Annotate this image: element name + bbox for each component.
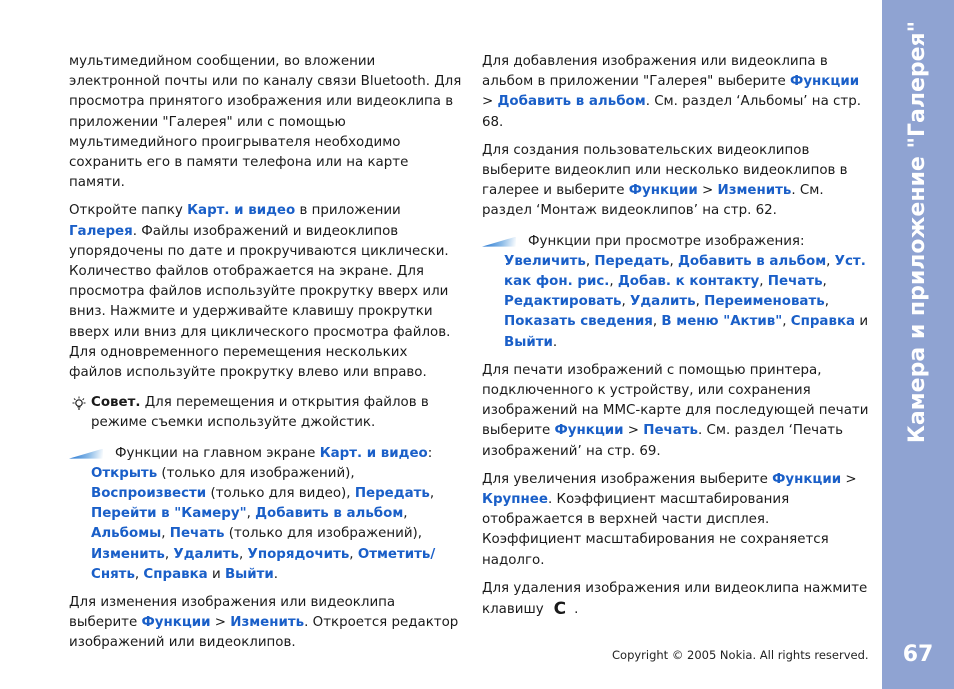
menu-link[interactable]: Добав. к контакту bbox=[617, 274, 760, 290]
chapter-title bbox=[882, 0, 954, 620]
menu-link[interactable]: Переименовать bbox=[704, 294, 825, 310]
menu-link[interactable]: Добавить в альбом bbox=[497, 94, 646, 110]
tip-label: Совет. bbox=[91, 395, 141, 411]
menu-link[interactable]: Передать bbox=[354, 486, 430, 502]
menu-link[interactable]: Функции bbox=[628, 183, 698, 199]
menu-link[interactable]: Изменить bbox=[91, 546, 165, 562]
paragraph: Для увеличения изображения выберите Функции > Крупнее. Коэффициент масштабирования отображается в верхней части дисплея. Коэффициент масштабирования не сохраняется надолго. bbox=[482, 471, 857, 568]
page-number: 67 bbox=[902, 642, 934, 667]
menu-link[interactable]: Перейти в "Камеру" bbox=[91, 506, 247, 522]
paragraph: Для создания пользовательских видеоклипов выберите видеоклип или несколько видеоклипов в галерее и выберите Функции > Изменить. См. раздел ‘Монтаж видеоклипов’ на стр. 62. bbox=[482, 142, 848, 219]
menu-link[interactable]: Упорядочить bbox=[247, 546, 350, 562]
tip-text: Для перемещения и открытия файлов в режиме съемки используйте джойстик. bbox=[91, 395, 429, 431]
menu-link[interactable]: Уст. как фон. рис. bbox=[504, 253, 866, 290]
menu-link[interactable]: Справка bbox=[143, 566, 208, 582]
menu-link[interactable]: Справка bbox=[790, 314, 856, 330]
copyright-footer: Copyright © 2005 Nokia. All rights reserved. bbox=[612, 648, 869, 662]
menu-link[interactable]: Альбомы bbox=[91, 526, 162, 542]
left-column bbox=[69, 52, 464, 662]
menu-link[interactable]: Изменить bbox=[230, 615, 305, 631]
menu-link[interactable]: Удалить bbox=[630, 294, 696, 310]
paragraph: Для изменения изображения или видеоклипа выберите Функции > Изменить. Откроется редактор изображений или видеоклипов. bbox=[69, 595, 459, 651]
menu-link[interactable]: Печать bbox=[767, 274, 823, 290]
paragraph: Для удаления изображения или видеоклипа нажмите клавишу C . bbox=[482, 580, 868, 620]
paragraph: Для добавления изображения или видеоклипа в альбом в приложении "Галерея" выберите Функции > Добавить в альбом. См. раздел ‘Альбомы’ на стр. 68. bbox=[482, 54, 861, 130]
paragraph: мультимедийном сообщении, во вложении электронной почты или по каналу связи Bluetooth. Для просмотра принятого изображения или видеоклипа в приложении "Галерея" или с помощью мультимедийного проигрывателя необходимо сохранить его в памяти телефона или на карте памяти. bbox=[69, 54, 462, 191]
paragraph: Для печати изображений с помощью принтера, подключенного к устройству, или сохранения изображений на MMC-карте для последующей печати выберите Функции > Печать. См. раздел ‘Печать изображений’ на стр. 69. bbox=[482, 362, 869, 459]
menu-link[interactable]: Отметить/Снять bbox=[91, 546, 436, 582]
menu-link[interactable]: Печать bbox=[169, 526, 225, 542]
menu-link[interactable]: Удалить bbox=[173, 546, 239, 562]
menu-link[interactable]: Увеличить bbox=[504, 253, 586, 269]
menu-link[interactable]: Открыть bbox=[91, 465, 158, 481]
menu-link[interactable]: Галерея bbox=[69, 223, 133, 239]
menu-link[interactable]: Функции bbox=[141, 615, 211, 631]
menu-link[interactable]: Карт. и видео bbox=[187, 203, 296, 219]
menu-link[interactable]: Добавить в альбом bbox=[677, 253, 827, 269]
menu-link[interactable]: Функции bbox=[790, 74, 860, 90]
note-marker-icon bbox=[69, 449, 103, 459]
note-box: Функции при просмотре изображения: Увеличить, Передать, Добавить в альбом, Уст. как фон. рис., Добав. к контакту, Печать, Редактировать, Удалить, Переименовать, Показать сведения, В меню "Актив", Справка и Выйти. bbox=[482, 232, 872, 353]
menu-link[interactable]: Функции bbox=[772, 471, 842, 487]
menu-link[interactable]: Крупнее bbox=[482, 492, 548, 508]
chapter-title-text: Камера и приложение "Галерея" bbox=[904, 20, 930, 444]
menu-link[interactable]: Выйти bbox=[224, 566, 274, 582]
lightbulb-icon bbox=[71, 396, 87, 412]
note-box: Функции на главном экране Карт. и видео: Открыть (только для изображений), Воспроизвести (только для видео), Передать, Перейти в "Камеру", Добавить в альбом, Альбомы, Печать (только для изображений), Изменить, Удалить, Упорядочить, Отметить/Снять, Справка и Выйти. bbox=[69, 444, 464, 585]
menu-link[interactable]: Карт. и видео bbox=[319, 445, 428, 461]
tip-box bbox=[69, 393, 464, 433]
menu-link[interactable]: Передать bbox=[594, 253, 670, 269]
menu-link[interactable]: В меню "Актив" bbox=[661, 314, 783, 330]
menu-link[interactable]: Функции bbox=[554, 423, 624, 439]
menu-link[interactable]: Выйти bbox=[504, 334, 553, 350]
menu-link[interactable]: Редактировать bbox=[504, 294, 622, 310]
right-column bbox=[482, 52, 872, 628]
menu-link[interactable]: Печать bbox=[643, 423, 698, 439]
menu-link[interactable]: Показать сведения bbox=[504, 314, 653, 330]
menu-link[interactable]: Изменить bbox=[717, 183, 792, 199]
paragraph: Откройте папку Карт. и видео в приложении Галерея. Файлы изображений и видеоклипов упорядочены по дате и прокручиваются циклически. Количество файлов отображается на экране. Для просмотра файлов используйте прокрутку вверх или вниз. Нажмите и удерживайте клавишу прокрутки вверх или вниз для циклического просмотра файлов. Для одновременного перемещения нескольких файлов используйте прокрутку влево или вправо. bbox=[69, 203, 451, 381]
menu-link[interactable]: Воспроизвести bbox=[91, 486, 207, 502]
menu-link[interactable]: Добавить в альбом bbox=[255, 506, 404, 522]
clear-key-icon: C bbox=[553, 599, 567, 620]
